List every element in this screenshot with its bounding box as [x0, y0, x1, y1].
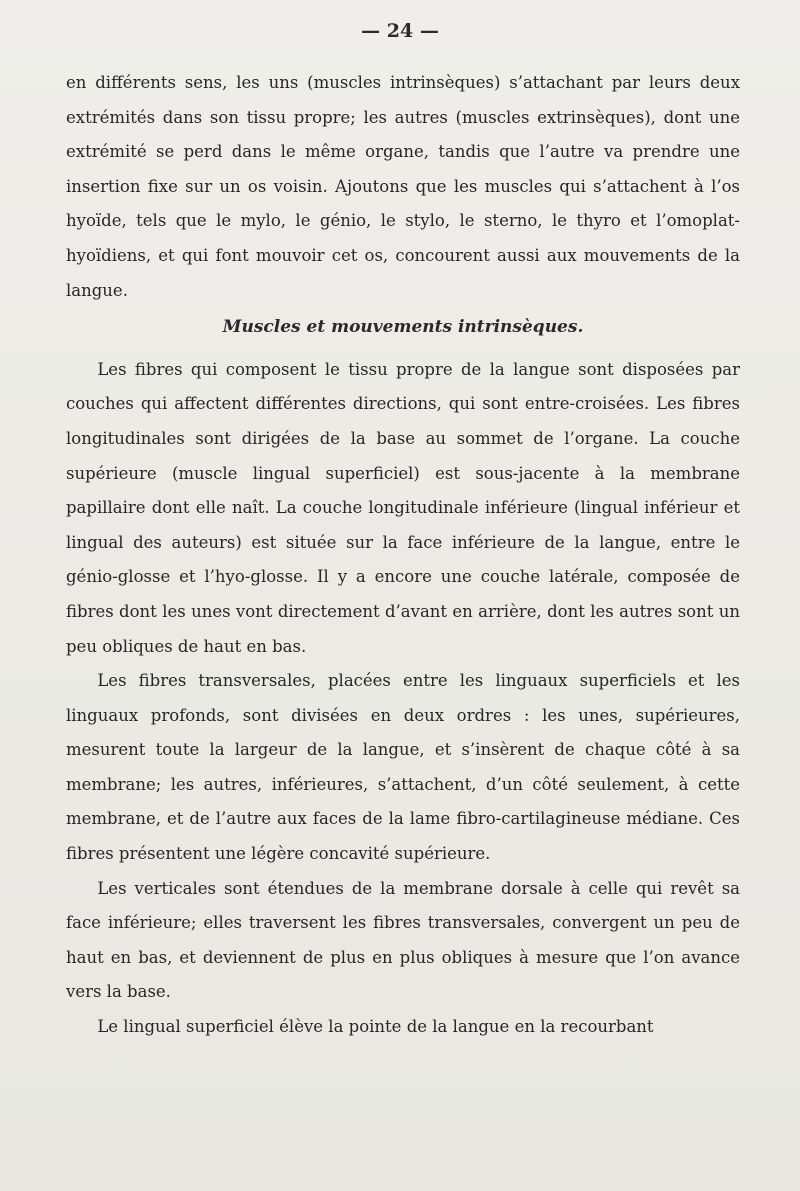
- page-number: — 24 —: [361, 20, 439, 42]
- intro-paragraph: en différents sens, les uns (muscles intrinsèques) s’attachant par leurs deux extrémités dans son tissu propre; les autres (muscles extrinsèques), dont une extrémité se perd dans le même organe, tandis que l’autre va prendre une insertion fixe sur un os voisin. Ajoutons que les muscles qui s’attachent à l’os hyoïde, tels que le mylo, le génio, le stylo, le sterno, le thyro et l’omoplat-hyoïdiens, et qui font mouvoir cet os, concourent aussi aux mouvements de la langue.: [66, 73, 740, 300]
- paragraph-vertical-fibres: Les verticales sont étendues de la membrane dorsale à celle qui revêt sa face inférieure; elles traversent les fibres transversales, convergent un peu de haut en bas, et deviennent de plus en plus obliques à mesure que l’on avance vers la base.: [66, 878, 740, 1002]
- section-heading: Muscles et mouvements intrinsèques.: [222, 317, 584, 338]
- paragraph-longitudinal-fibres: Les fibres qui composent le tissu propre de la langue sont disposées par couches qui affectent différentes directions, qui sont entre-croisées. Les fibres longitudinales sont dirigées de la base au sommet de l’organe. La couche supérieure (muscle lingual superficiel) est sous-jacente à la membrane papillaire dont elle naît. La couche longitudinale inférieure (lingual inférieur et lingual des auteurs) est située sur la face inférieure de la langue, entre le génio-glosse et l’hyo-glosse. Il y a encore une couche latérale, composée de fibres dont les unes vont directement d’avant en arrière, dont les autres sont un peu obliques de haut en bas.: [66, 359, 740, 656]
- paragraph-transverse-fibres: Les fibres transversales, placées entre les linguaux superficiels et les linguaux profonds, sont divisées en deux ordres : les unes, supérieures, mesurent toute la largeur de la langue, et s’insèrent de chaque côté à sa membrane; les autres, inférieures, s’attachent, d’un côté seulement, à cette membrane, et de l’autre aux faces de la lame fibro-cartilagineuse médiane. Ces fibres présentent une légère concavité supérieure.: [66, 671, 740, 864]
- paragraph-superficial-lingual: Le lingual superficiel élève la pointe de la langue en la recourbant: [97, 1017, 654, 1037]
- page-body: [66, 66, 740, 1045]
